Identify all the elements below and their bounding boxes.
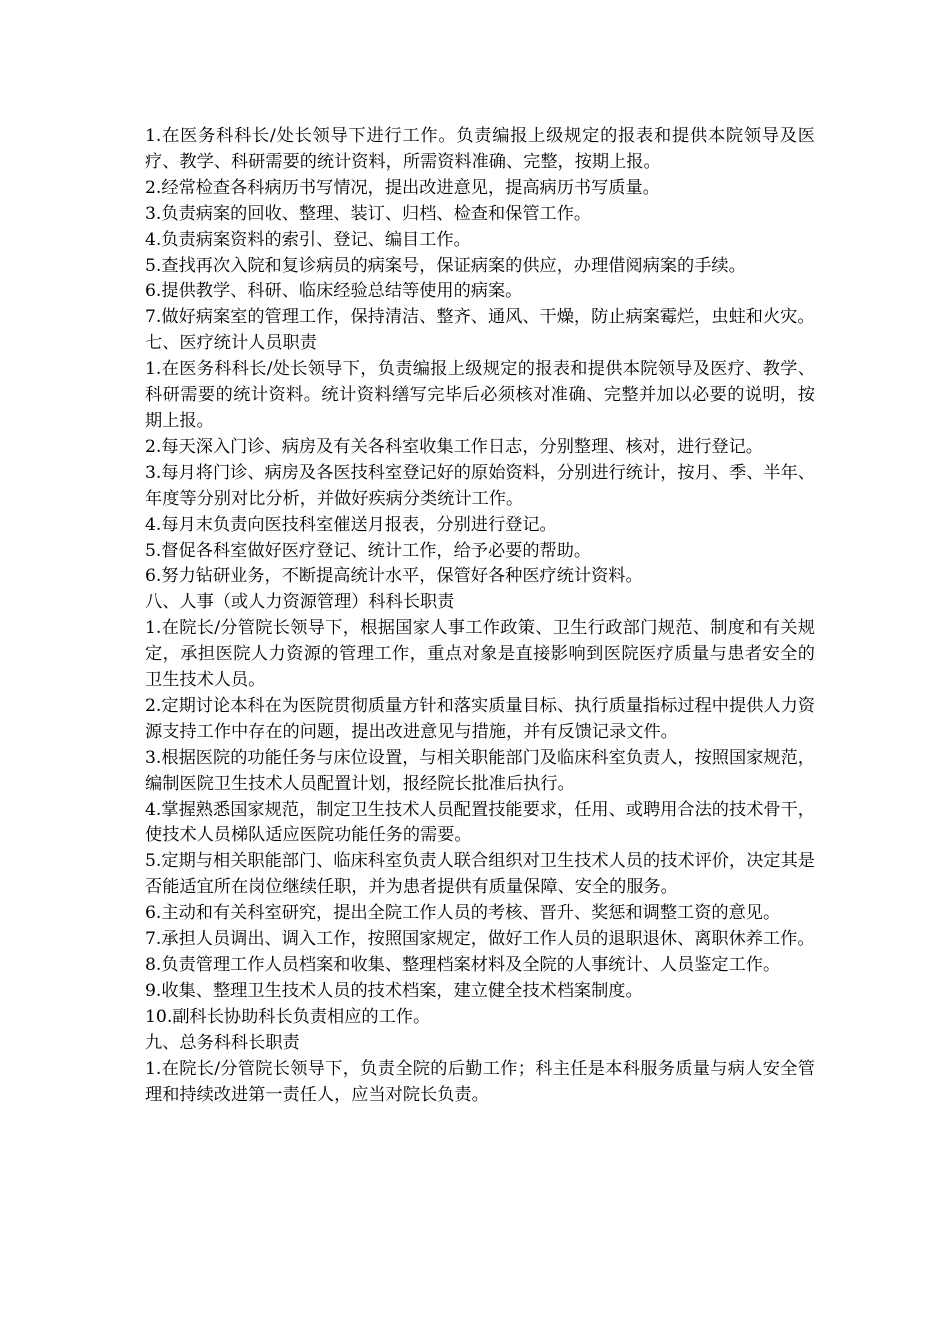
paragraph-15: 2.定期讨论本科在为医院贯彻质量方针和落实质量目标、执行质量指标过程中提供人力资源支持工作中存在的问题，提出改进意见与措施，并有反馈记录文件。 bbox=[145, 695, 815, 742]
paragraph-3: 3.负责病案的回收、整理、装订、归档、检查和保管工作。 bbox=[145, 203, 592, 224]
paragraph-22: 9.收集、整理卫生技术人员的技术档案，建立健全技术档案制度。 bbox=[145, 980, 643, 1001]
paragraph-2: 2.经常检查各科病历书写情况，提出改进意见，提高病历书写质量。 bbox=[145, 177, 660, 198]
section-heading-7: 七、医疗统计人员职责 bbox=[145, 333, 317, 354]
paragraph-19: 6.主动和有关科室研究，提出全院工作人员的考核、晋升、奖惩和调整工资的意见。 bbox=[145, 903, 781, 924]
paragraph-7: 7.做好病案室的管理工作，保持清洁、整齐、通风、干燥，防止病案霉烂，虫蛀和火灾。 bbox=[145, 307, 815, 328]
paragraph-14: 1.在院长/分管院长领导下，根据国家人事工作政策、卫生行政部门规范、制度和有关规定，承担医院人力资源的管理工作，重点对象是直接影响到医院医疗质量与患者安全的卫生技术人员。 bbox=[145, 618, 815, 691]
paragraph-16: 3.根据医院的功能任务与床位设置，与相关职能部门及临床科室负责人，按照国家规范，编制医院卫生技术人员配置计划，报经院长批准后执行。 bbox=[145, 747, 815, 794]
paragraph-8: 1.在医务科科长/处长领导下，负责编报上级规定的报表和提供本院领导及医疗、教学、科研需要的统计资料。统计资料缮写完毕后必须核对准确、完整并加以必要的说明，按期上报。 bbox=[145, 359, 815, 431]
paragraph-20: 7.承担人员调出、调入工作，按照国家规定，做好工作人员的退职退休、离职休养工作。 bbox=[145, 929, 815, 950]
paragraph-13: 6.努力钻研业务，不断提高统计水平，保管好各种医疗统计资料。 bbox=[145, 566, 643, 587]
section-heading-9: 九、总务科科长职责 bbox=[145, 1032, 300, 1053]
section-heading-8: 八、人事（或人力资源管理）科科长职责 bbox=[145, 592, 455, 613]
paragraph-9: 2.每天深入门诊、病房及有关各科室收集工作日志，分别整理、核对，进行登记。 bbox=[145, 436, 763, 457]
paragraph-4: 4.负责病案资料的索引、登记、编目工作。 bbox=[145, 229, 471, 250]
paragraph-18: 5.定期与相关职能部门、临床科室负责人联合组织对卫生技术人员的技术评价，决定其是否能适宜所在岗位继续任职，并为患者提供有质量保障、安全的服务。 bbox=[145, 851, 815, 898]
document-page bbox=[145, 124, 815, 1108]
paragraph-21: 8.负责管理工作人员档案和收集、整理档案材料及全院的人事统计、人员鉴定工作。 bbox=[145, 955, 781, 975]
paragraph-17: 4.掌握熟悉国家规范，制定卫生技术人员配置技能要求，任用、或聘用合法的技术骨干，使技术人员梯队适应医院功能任务的需要。 bbox=[145, 799, 815, 846]
paragraph-1: 1.在医务科科长/处长领导下进行工作。负责编报上级规定的报表和提供本院领导及医疗、教学、科研需要的统计资料，所需资料准确、完整，按期上报。 bbox=[145, 126, 815, 172]
paragraph-5: 5.查找再次入院和复诊病员的病案号，保证病案的供应，办理借阅病案的手续。 bbox=[145, 255, 746, 276]
paragraph-24: 1.在院长/分管院长领导下，负责全院的后勤工作；科主任是本科服务质量与病人安全管理和持续改进第一责任人，应当对院长负责。 bbox=[145, 1058, 815, 1105]
paragraph-11: 4.每月末负责向医技科室催送月报表，分别进行登记。 bbox=[145, 514, 557, 535]
paragraph-10: 3.每月将门诊、病房及各医技科室登记好的原始资料，分别进行统计，按月、季、半年、年度等分别对比分析，并做好疾病分类统计工作。 bbox=[145, 462, 815, 509]
paragraph-23: 10.副科长协助科长负责相应的工作。 bbox=[145, 1006, 431, 1027]
paragraph-6: 6.提供教学、科研、临床经验总结等使用的病案。 bbox=[145, 281, 523, 302]
paragraph-12: 5.督促各科室做好医疗登记、统计工作，给予必要的帮助。 bbox=[145, 540, 592, 561]
